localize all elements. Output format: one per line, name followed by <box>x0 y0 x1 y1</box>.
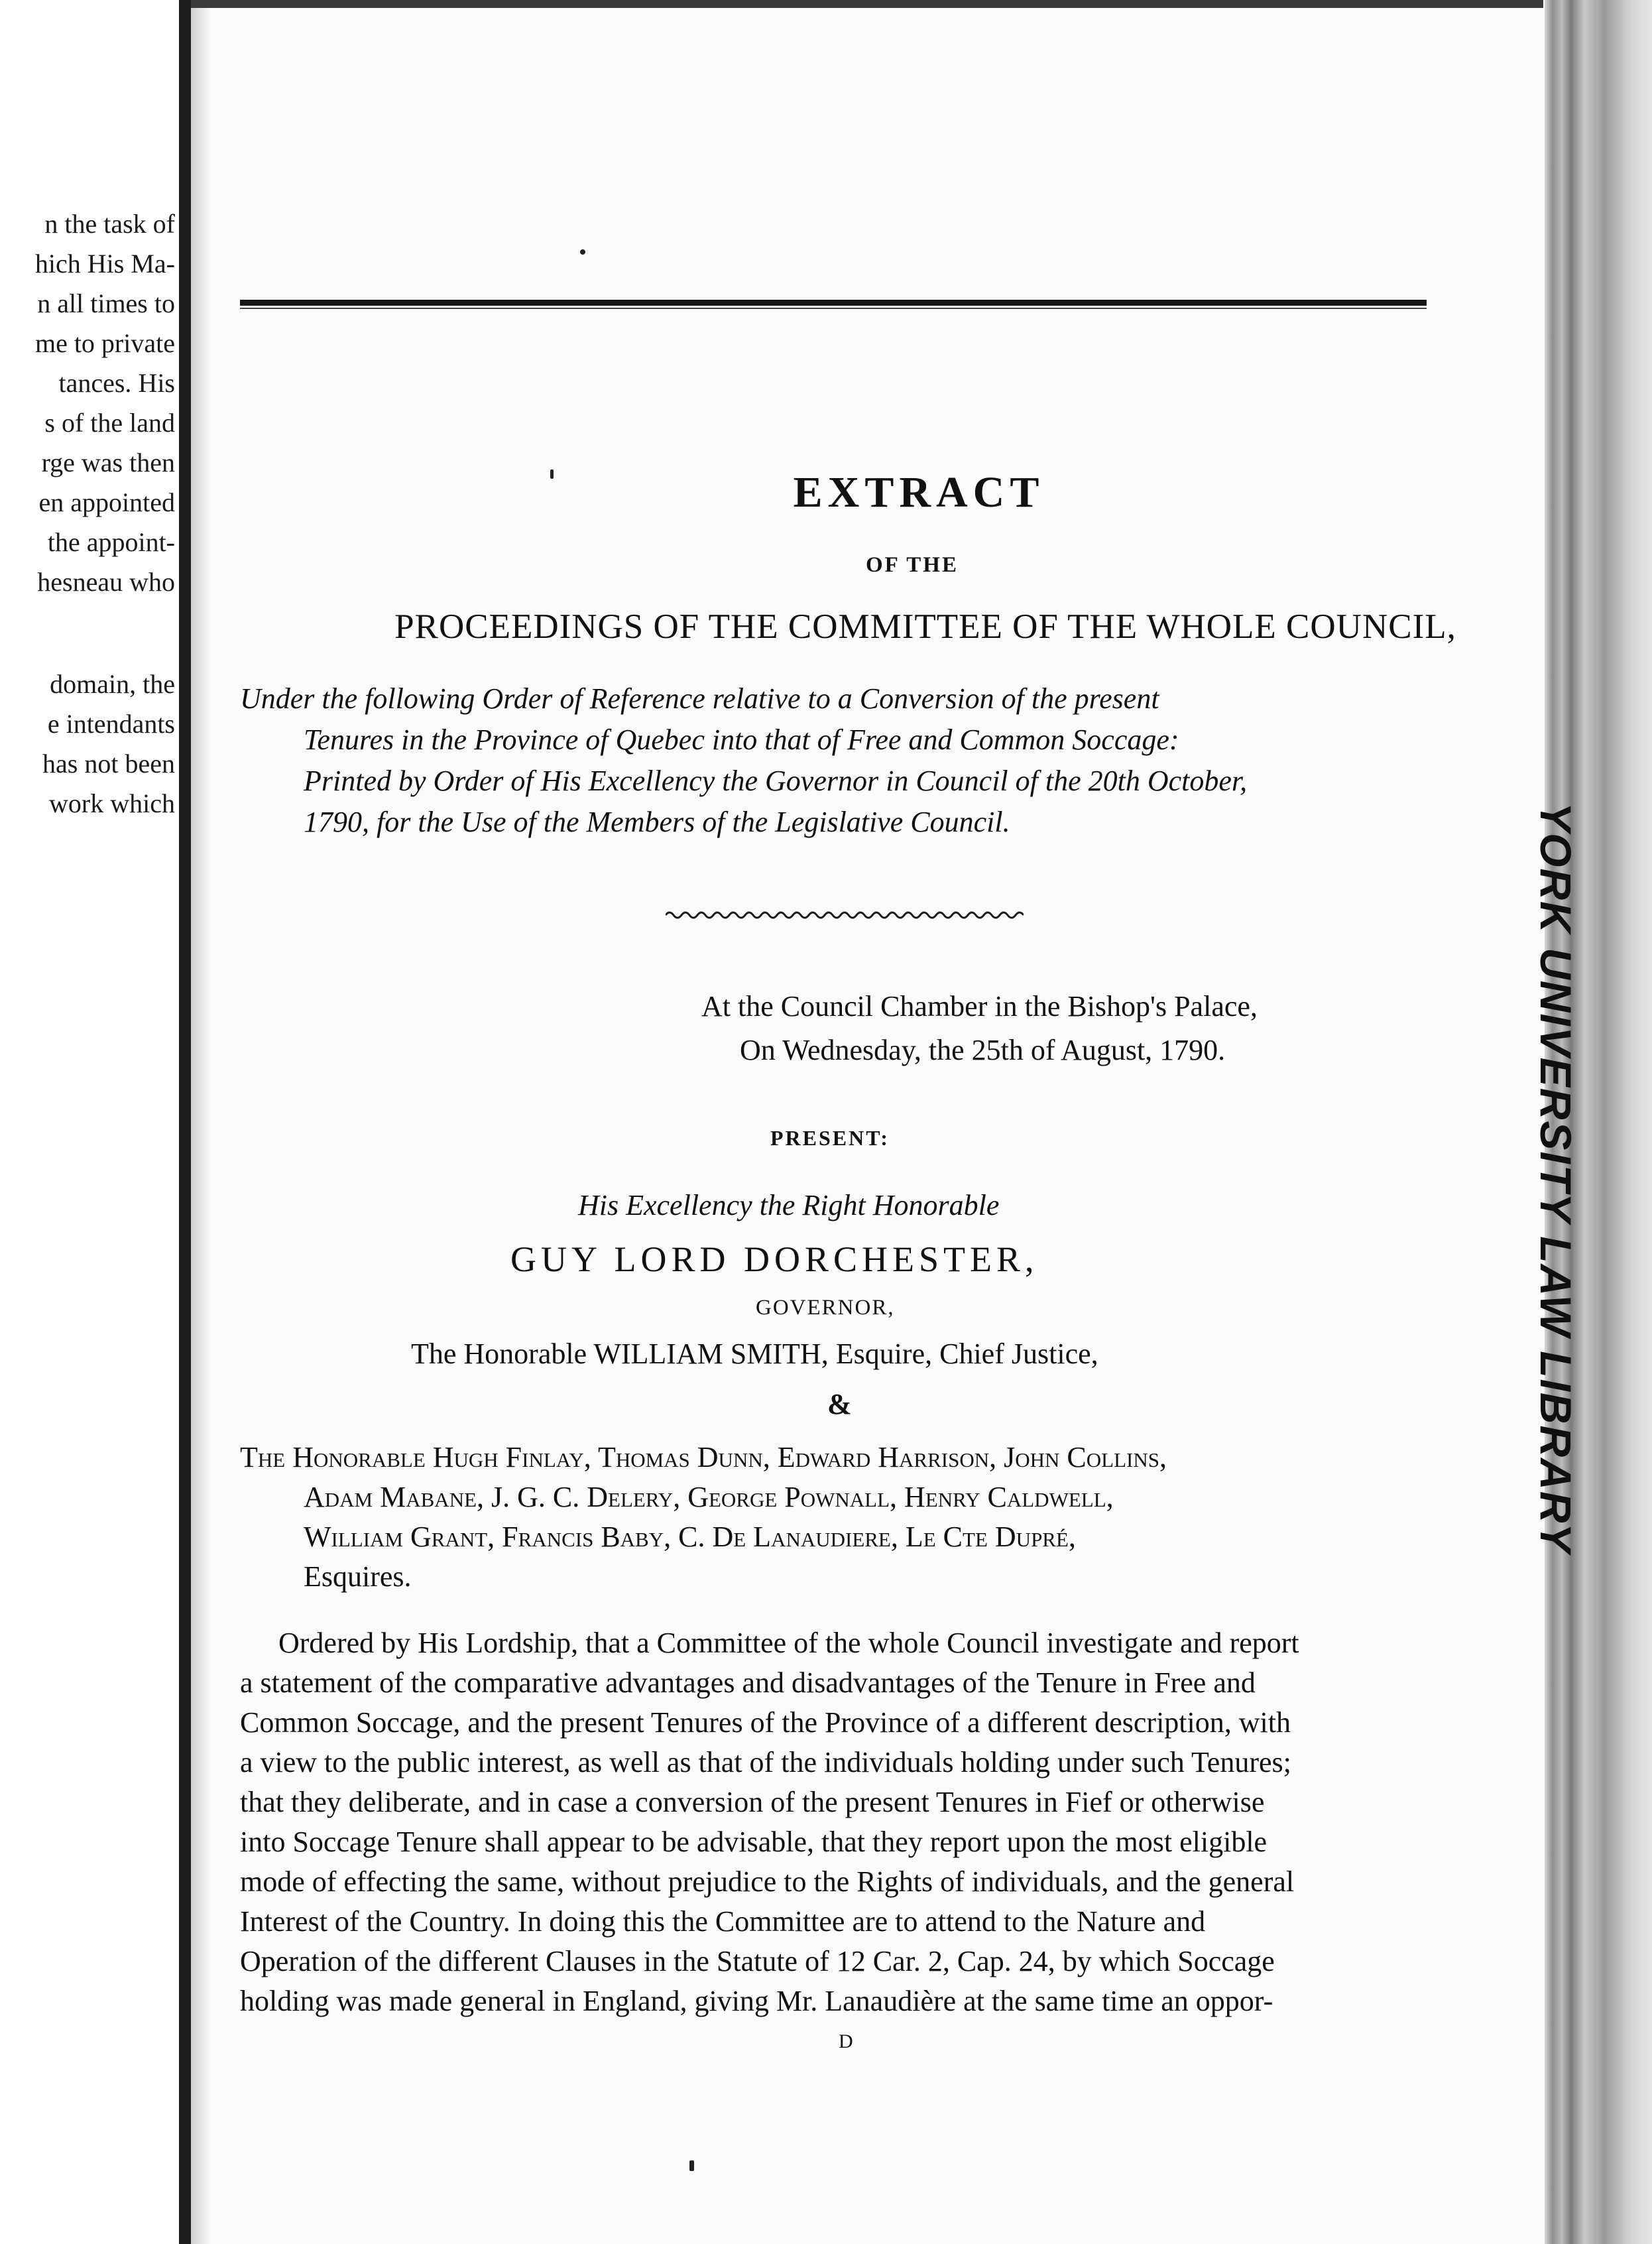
ink-speck <box>580 249 585 255</box>
signature-mark: D <box>839 2030 853 2052</box>
members-line: Esquires. <box>304 1560 412 1593</box>
members-line: Adam Mabane, J. G. C. Delery, George Pownall, Henry Caldwell, <box>304 1481 1114 1513</box>
meeting-date: On Wednesday, the 25th of August, 1790. <box>740 1034 1226 1066</box>
governor-title: GOVERNOR, <box>756 1296 895 1320</box>
top-page-edge <box>191 0 1543 8</box>
order-line: mode of effecting the same, without prejudice to the Rights of individuals, and the general <box>240 1865 1295 1898</box>
order-line: a statement of the comparative advantages and disadvantages of the Tenure in Free and <box>240 1666 1256 1699</box>
reference-line: 1790, for the Use of the Members of the Legislative Council. <box>304 806 1010 838</box>
left-page-fragment <box>0 0 180 2244</box>
left-page-line: n the task of <box>44 209 175 239</box>
reference-line: Tenures in the Province of Quebec into that of Free and Common Soccage: <box>304 723 1179 756</box>
governor-name: GUY LORD DORCHESTER, <box>510 1239 1039 1279</box>
gutter-shadow <box>191 0 211 2244</box>
order-line: into Soccage Tenure shall appear to be advisable, that they report upon the most eligible <box>240 1826 1268 1858</box>
left-page-line: rge was then <box>41 448 175 477</box>
left-page-line: e intendants <box>47 709 175 739</box>
order-line: that they deliberate, and in case a conversion of the present Tenures in Fief or otherwise <box>240 1786 1265 1818</box>
order-line: Ordered by His Lordship, that a Committee of the whole Council investigate and report <box>278 1627 1299 1659</box>
members-line: The Honorable Hugh Finlay, Thomas Dunn, Edward Harrison, John Collins, <box>240 1441 1167 1473</box>
book-gutter <box>179 0 191 2244</box>
left-page-line: n all times to <box>37 288 175 318</box>
left-page-line: me to private <box>34 328 175 358</box>
order-line: a view to the public interest, as well as that of the individuals holding under such Tenures; <box>240 1746 1291 1778</box>
excellency-line: His Excellency the Right Honorable <box>578 1189 1000 1221</box>
wavy-separator <box>666 906 1024 924</box>
left-page-line: has not been <box>42 749 175 779</box>
reference-line: Printed by Order of His Excellency the Governor in Council of the 20th October, <box>304 765 1248 797</box>
members-line: William Grant, Francis Baby, C. De Lanaudiere, Le Cte Dupré, <box>304 1521 1076 1553</box>
left-page-line: work which <box>49 788 175 818</box>
header-rule-thin <box>240 308 1427 309</box>
order-line: Operation of the different Clauses in the Statute of 12 Car. 2, Cap. 24, by which Soccage <box>240 1945 1275 1977</box>
page-title: EXTRACT <box>793 468 1045 517</box>
reference-line: Under the following Order of Reference relative to a Conversion of the present <box>240 682 1159 715</box>
left-page-line: hesneau who <box>37 567 175 597</box>
chief-justice-line: The Honorable WILLIAM SMITH, Esquire, Chief Justice, <box>411 1338 1098 1370</box>
ink-speck <box>689 2160 694 2171</box>
order-line: Common Soccage, and the present Tenures of the Province of a different description, with <box>240 1706 1291 1739</box>
header-rule <box>240 300 1427 306</box>
left-page-line: tances. His <box>58 368 175 398</box>
library-stamp: YORK UNIVERSITY LAW LIBRARY <box>1531 802 1580 1554</box>
left-page-line: the appoint- <box>47 527 175 557</box>
left-page-line: en appointed <box>38 487 175 517</box>
order-line: Interest of the Country. In doing this the Committee are to attend to the Nature and <box>240 1905 1206 1938</box>
ampersand: & <box>827 1388 852 1420</box>
title-of-the: OF THE <box>866 553 959 577</box>
proceedings-heading: PROCEEDINGS OF THE COMMITTEE OF THE WHOLE COUNCIL, <box>394 607 1456 646</box>
order-line: holding was made general in England, giving Mr. Lanaudière at the same time an oppor- <box>240 1985 1273 2017</box>
left-page-line: hich His Ma- <box>34 249 175 279</box>
left-page-line: domain, the <box>50 669 175 699</box>
left-page-line: s of the land <box>44 408 175 438</box>
meeting-place: At the Council Chamber in the Bishop's Palace, <box>701 990 1258 1023</box>
present-label: PRESENT: <box>770 1126 890 1150</box>
